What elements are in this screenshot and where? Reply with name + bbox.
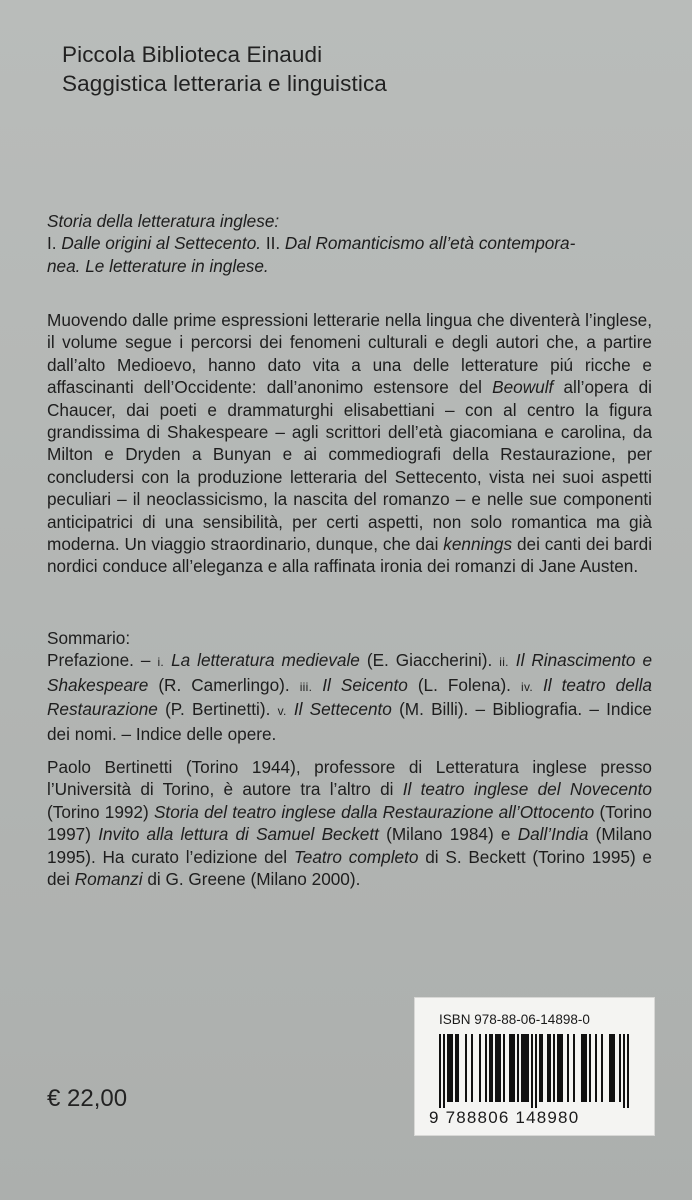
barcode-bar	[619, 1034, 621, 1102]
barcode-bar	[601, 1034, 603, 1102]
summary-prefazione: Prefazione. –	[47, 650, 151, 671]
author-work-1: Il teatro inglese del Novecento	[402, 779, 652, 800]
barcode-bar	[613, 1034, 615, 1102]
description-paragraph	[47, 309, 652, 578]
volume-2-title-a: Dal Romanticismo all’età contempora-	[284, 233, 576, 254]
summary-section	[47, 627, 652, 745]
barcode-bar	[497, 1034, 499, 1102]
description-part-1: Muovendo dalle prime espressioni letterarie nella lingua che diventerà l’inglese, il volume segue i percorsi dei fenomeni culturali e degli autori che, a partire dall’alto Medioevo, hanno dato vita a una delle letterature piú ricche e affascinanti dell’Occidente: dall’anonimo estensore del	[47, 310, 652, 398]
author-bio-part-5: (Milano 1995). Ha curato l’edizione del	[47, 824, 652, 867]
barcode-digits: 9 788806 148980	[429, 1108, 580, 1127]
chapter-1-author: (E. Giaccherini).	[366, 650, 493, 671]
barcode-bar	[471, 1034, 473, 1102]
chapter-4-title: Il teatro della Restaurazione	[47, 674, 652, 720]
barcode-bar	[541, 1034, 543, 1102]
chapter-2-number: ii.	[499, 655, 509, 670]
barcode-bar	[485, 1034, 487, 1102]
chapter-5-number: v.	[277, 704, 287, 719]
chapter-2-author: (R. Camerlingo).	[158, 674, 290, 695]
chapter-1-title: La letteratura medievale	[171, 650, 360, 671]
barcode-bar	[559, 1034, 561, 1102]
barcode-bar	[451, 1034, 453, 1102]
author-bio-part-4: (Milano 1984) e	[386, 824, 511, 845]
author-bio-part-7: di G. Greene (Milano 2000).	[147, 869, 361, 890]
author-bio-part-2: (Torino 1992)	[47, 801, 149, 822]
barcode-bar	[547, 1034, 549, 1102]
barcode-bar	[439, 1034, 441, 1108]
author-bio-part-1: Paolo Bertinetti (Torino 1944), professore di Letteratura inglese presso l’Università di Torino, è autore tra l’altro di	[47, 757, 652, 800]
barcode-bar	[513, 1034, 515, 1102]
barcode-bar	[523, 1034, 525, 1102]
barcode-bar	[627, 1034, 629, 1108]
barcode-bar	[465, 1034, 467, 1102]
barcode-bar	[455, 1034, 457, 1102]
barcode-bar	[595, 1034, 597, 1102]
volume-2-number: II.	[265, 233, 281, 254]
book-title-block	[47, 210, 652, 277]
description-part-2: all’opera di Chaucer, dai poeti e drammaturghi elisabettiani – con al centro la figura grandissima di Shakespeare – agli scrittori dell’età giacomiana e carolina, da Milton e Dryden a Bunyan e ai commediografi della Restaurazione, per concludersi con la produzione letteraria del Settecento, vista nei suoi aspetti peculiari – il neoclassicismo, la nascita del romanzo – e nelle sue componenti anticipatrici di una sensibilità, per certi aspetti, non solo romantica ma già moderna. Un viaggio straordinario, dunque, che dai	[47, 377, 652, 555]
barcode-bar	[539, 1034, 541, 1102]
chapter-3-title: Il Seicento	[322, 674, 408, 695]
price-label: € 22,00	[47, 1085, 128, 1112]
description-kennings: kennings	[443, 534, 513, 555]
barcode-bar	[549, 1034, 551, 1102]
volume-1-title: Dalle origini al Settecento.	[61, 233, 262, 254]
volume-1-number: I.	[47, 233, 57, 254]
barcode-bar	[553, 1034, 555, 1102]
barcode-bar	[499, 1034, 501, 1102]
chapter-3-author: (L. Folena).	[417, 674, 511, 695]
series-line-2: Saggistica letteraria e linguistica	[62, 71, 387, 96]
chapter-2-title: Il Rinascimento e Shakespeare	[47, 650, 653, 695]
barcode-bar	[509, 1034, 511, 1102]
barcode-bar	[609, 1034, 611, 1102]
barcode-bar	[573, 1034, 575, 1102]
barcode-bar	[585, 1034, 587, 1102]
barcode-bar	[581, 1034, 583, 1102]
barcode-bar	[449, 1034, 451, 1102]
barcode-bar	[557, 1034, 559, 1102]
description-beowulf: Beowulf	[492, 377, 554, 398]
barcode-bar	[583, 1034, 585, 1102]
isbn-label: ISBN 978-88-06-14898-0	[439, 1012, 590, 1027]
author-bio-part-3: (Torino 1997)	[47, 801, 652, 845]
chapter-5-title: Il Settecento	[293, 699, 392, 720]
author-work-6: Romanzi	[74, 869, 143, 890]
barcode-bar	[517, 1034, 519, 1102]
barcode-bar	[489, 1034, 491, 1102]
chapter-4-author: (P. Bertinetti).	[165, 699, 271, 720]
barcode-bar	[561, 1034, 563, 1102]
volume-2-title-b: nea. Le letterature in inglese.	[47, 255, 269, 276]
barcode-bar	[443, 1034, 445, 1108]
barcode-bar	[525, 1034, 527, 1102]
author-bio	[47, 756, 652, 890]
series-line-1: Piccola Biblioteca Einaudi	[62, 42, 323, 67]
author-work-4: Dall’India	[517, 824, 589, 845]
barcode-bar	[521, 1034, 523, 1102]
chapter-5-author: (M. Billi). – Bibliografia. – Indice dei nomi. – Indice delle opere.	[47, 699, 652, 744]
description-part-3: dei canti dei bardi nordici conduce all’eleganza e alla raffinata ironia dei romanzi di Jane Austen.	[47, 534, 653, 577]
barcode-bar	[589, 1034, 591, 1102]
barcode-bar	[567, 1034, 569, 1102]
chapter-3-number: iii.	[299, 679, 313, 694]
author-bio-part-6: di S. Beckett (Torino 1995) e dei	[47, 846, 652, 890]
barcode-bar	[479, 1034, 481, 1102]
chapter-1-number: i.	[157, 655, 165, 670]
chapter-4-number: iv.	[520, 679, 533, 694]
barcode-bar	[535, 1034, 537, 1108]
author-work-5: Teatro completo	[293, 846, 419, 867]
summary-heading: Sommario:	[47, 628, 131, 648]
isbn-barcode-box	[414, 997, 655, 1136]
barcode-bar	[527, 1034, 529, 1102]
barcode-icon	[435, 1034, 635, 1108]
barcode-bar	[457, 1034, 459, 1102]
barcode-bar	[623, 1034, 625, 1108]
barcode-bar	[531, 1034, 533, 1108]
barcode-bar	[491, 1034, 493, 1102]
book-title: Storia della letteratura inglese:	[47, 211, 280, 231]
barcode-bar	[511, 1034, 513, 1102]
author-work-3: Invito alla lettura di Samuel Beckett	[98, 824, 379, 845]
author-work-2: Storia del teatro inglese dalla Restaurazione all’Ottocento	[153, 801, 595, 822]
barcode-bar	[611, 1034, 613, 1102]
barcode-bar	[503, 1034, 505, 1102]
barcode-bar	[495, 1034, 497, 1102]
series-name	[62, 40, 387, 98]
barcode-bar	[447, 1034, 449, 1102]
